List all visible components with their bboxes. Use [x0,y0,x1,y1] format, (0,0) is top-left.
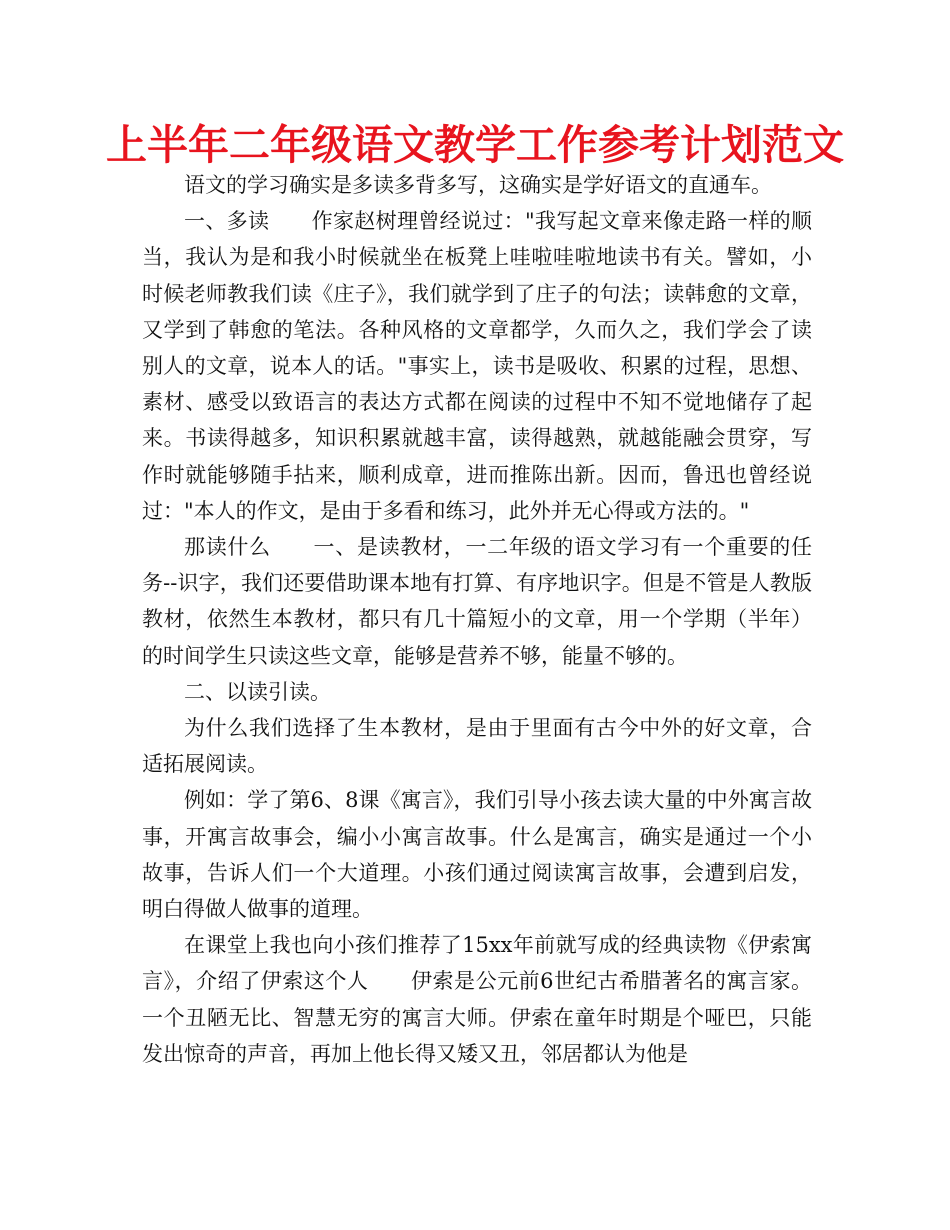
paragraph [142,529,812,674]
paragraph [142,674,812,710]
document-body [142,167,812,1072]
paragraph-text: 一、是读教材，一二年级的语文学习有一个重要的任务--识字，我们还要借助课本地有打算、有序地识字。但是不管是人教版教材，依然生本教材，都只有几十篇短小的文章，用一个学期（半年）的时间学生只读这些文章，能够是营养不够，能量不够的。 [142,535,813,668]
paragraph-heading: 在课堂上我也向小孩们推荐了15xx年前就写成的经典读物《伊索寓言》，介绍了伊索这个人 [142,933,812,994]
paragraph-text: 例如：学了第6、8课《寓言》，我们引导小孩去读大量的中外寓言故事，开寓言故事会，编小小寓言故事。什么是寓言，确实是通过一个小故事，告诉人们一个大道理。小孩们通过阅读寓言故事，会遭到启发，明白得做人做事的道理。 [142,788,812,922]
paragraph-text: 伊索是公元前6世纪古希腊著名的寓言家。一个丑陋无比、智慧无穷的寓言大师。伊索在童年时期是个哑巴，只能发出惊奇的声音，再加上他长得又矮又丑，邻居都认为他是 [142,969,813,1066]
paragraph-text: 为什么我们选择了生本教材，是由于里面有古今中外的好文章，合适拓展阅读。 [142,716,812,777]
paragraph [142,710,812,782]
paragraph [142,167,812,203]
paragraph-heading: 一、多读 [184,209,270,234]
paragraph [142,782,812,927]
paragraph [142,927,812,1072]
paragraph-text: 语文的学习确实是多读多背多写，这确实是学好语文的直通车。 [184,173,772,197]
paragraph-text: 二、以读引读。 [184,679,331,704]
paragraph [142,203,812,529]
paragraph-text: 作家赵树理曾经说过："我写起文章来像走路一样的顺当，我认为是和我小时候就坐在板凳上哇啦哇啦地读书有关。譬如，小时候老师教我们读《庄子》，我们就学到了庄子的句法；读韩愈的文章，又学到了韩愈的笔法。各种风格的文章都学，久而久之，我们学会了读别人的文章，说本人的话。"事实上，读书是吸收、积累的过程，思想、素材、感受以致语言的表达方式都在阅读的过程中不知不觉地储存了起来。书读得越多，知识积累就越丰富，读得越熟，就越能融会贯穿，写作时就能够随手拈来，顺利成章，进而推陈出新。因而，鲁迅也曾经说过："本人的作文，是由于多看和练习，此外并无心得或方法的。" [142,209,812,523]
document-title: 上半年二年级语文教学工作参考计划范文 [106,121,844,169]
paragraph-heading: 那读什么 [184,535,271,560]
